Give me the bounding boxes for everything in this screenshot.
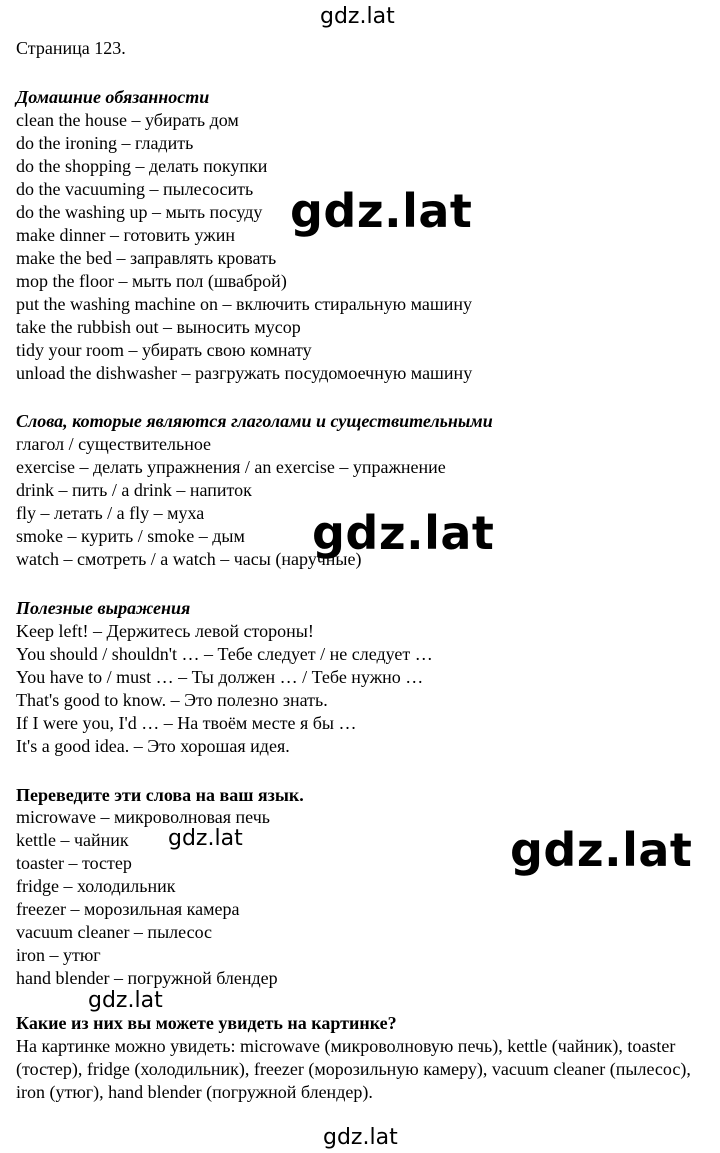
list-item: mop the floor – мыть пол (шваброй) — [16, 271, 287, 291]
section-title-verbs-nouns: Слова, которые являются глаголами и существительными — [16, 411, 493, 431]
list-item: vacuum cleaner – пылесос — [16, 922, 213, 942]
answer-paragraph: На картинке можно увидеть: microwave (микроволновую печь), kettle (чайник), toaster (тостер), fridge (холодильник), freezer (морозильную камеру), vacuum cleaner (пылесос), iron (утюг), hand blender (погружной блендер). — [16, 1036, 691, 1102]
section-title-chores: Домашние обязанности — [16, 87, 210, 107]
list-item: do the shopping – делать покупки — [16, 156, 268, 176]
list-item: clean the house – убирать дом — [16, 110, 239, 130]
list-item: take the rubbish out – выносить мусор — [16, 317, 301, 337]
section-title-phrases: Полезные выражения — [16, 598, 191, 618]
list-item: smoke – курить / smoke – дым — [16, 526, 245, 546]
list-item: fly – летать / a fly – муха — [16, 503, 205, 523]
watermark-top: gdz.lat — [320, 4, 395, 29]
list-item: do the washing up – мыть посуду — [16, 202, 263, 222]
watermark-small-2: gdz.lat — [88, 988, 163, 1013]
list-item: exercise – делать упражнения / an exercise – упражнение — [16, 457, 446, 477]
list-item: make dinner – готовить ужин — [16, 225, 235, 245]
list-item: You have to / must … – Ты должен … / Тебе нужно … — [16, 667, 424, 687]
list-item: microwave – микроволновая печь — [16, 807, 270, 827]
list-item: You should / shouldn't … – Тебе следует / не следует … — [16, 644, 433, 664]
list-item: глагол / существительное — [16, 434, 212, 454]
list-item: watch – смотреть / a watch – часы (наручные) — [16, 549, 362, 569]
list-item: freezer – морозильная камера — [16, 899, 240, 919]
list-item: do the ironing – гладить — [16, 133, 194, 153]
list-item: make the bed – заправлять кровать — [16, 248, 277, 268]
list-item: put the washing machine on – включить стиральную машину — [16, 294, 472, 314]
list-item: drink – пить / a drink – напиток — [16, 480, 252, 500]
section-title-translate: Переведите эти слова на ваш язык. — [16, 785, 304, 805]
list-item: hand blender – погружной блендер — [16, 968, 278, 988]
watermark-large-2: gdz.lat — [312, 506, 495, 560]
list-item: iron – утюг — [16, 945, 101, 965]
list-item: That's good to know. – Это полезно знать. — [16, 690, 328, 710]
list-item: do the vacuuming – пылесосить — [16, 179, 254, 199]
list-item: fridge – холодильник — [16, 876, 176, 896]
watermark-small-1: gdz.lat — [168, 826, 243, 851]
watermark-large-3: gdz.lat — [510, 823, 693, 877]
list-item: If I were you, I'd … – На твоём месте я бы … — [16, 713, 357, 733]
watermark-large-1: gdz.lat — [290, 184, 473, 238]
list-item: toaster – тостер — [16, 853, 132, 873]
section-title-picture: Какие из них вы можете увидеть на картинке? — [16, 1013, 397, 1033]
list-item: unload the dishwasher – разгружать посудомоечную машину — [16, 363, 473, 383]
list-item: kettle – чайник — [16, 830, 129, 850]
page-number: Страница 123. — [16, 38, 126, 58]
list-item: Keep left! – Держитесь левой стороны! — [16, 621, 314, 641]
list-item: It's a good idea. – Это хорошая идея. — [16, 736, 290, 756]
list-item: tidy your room – убирать свою комнату — [16, 340, 312, 360]
watermark-bottom: gdz.lat — [323, 1125, 398, 1150]
